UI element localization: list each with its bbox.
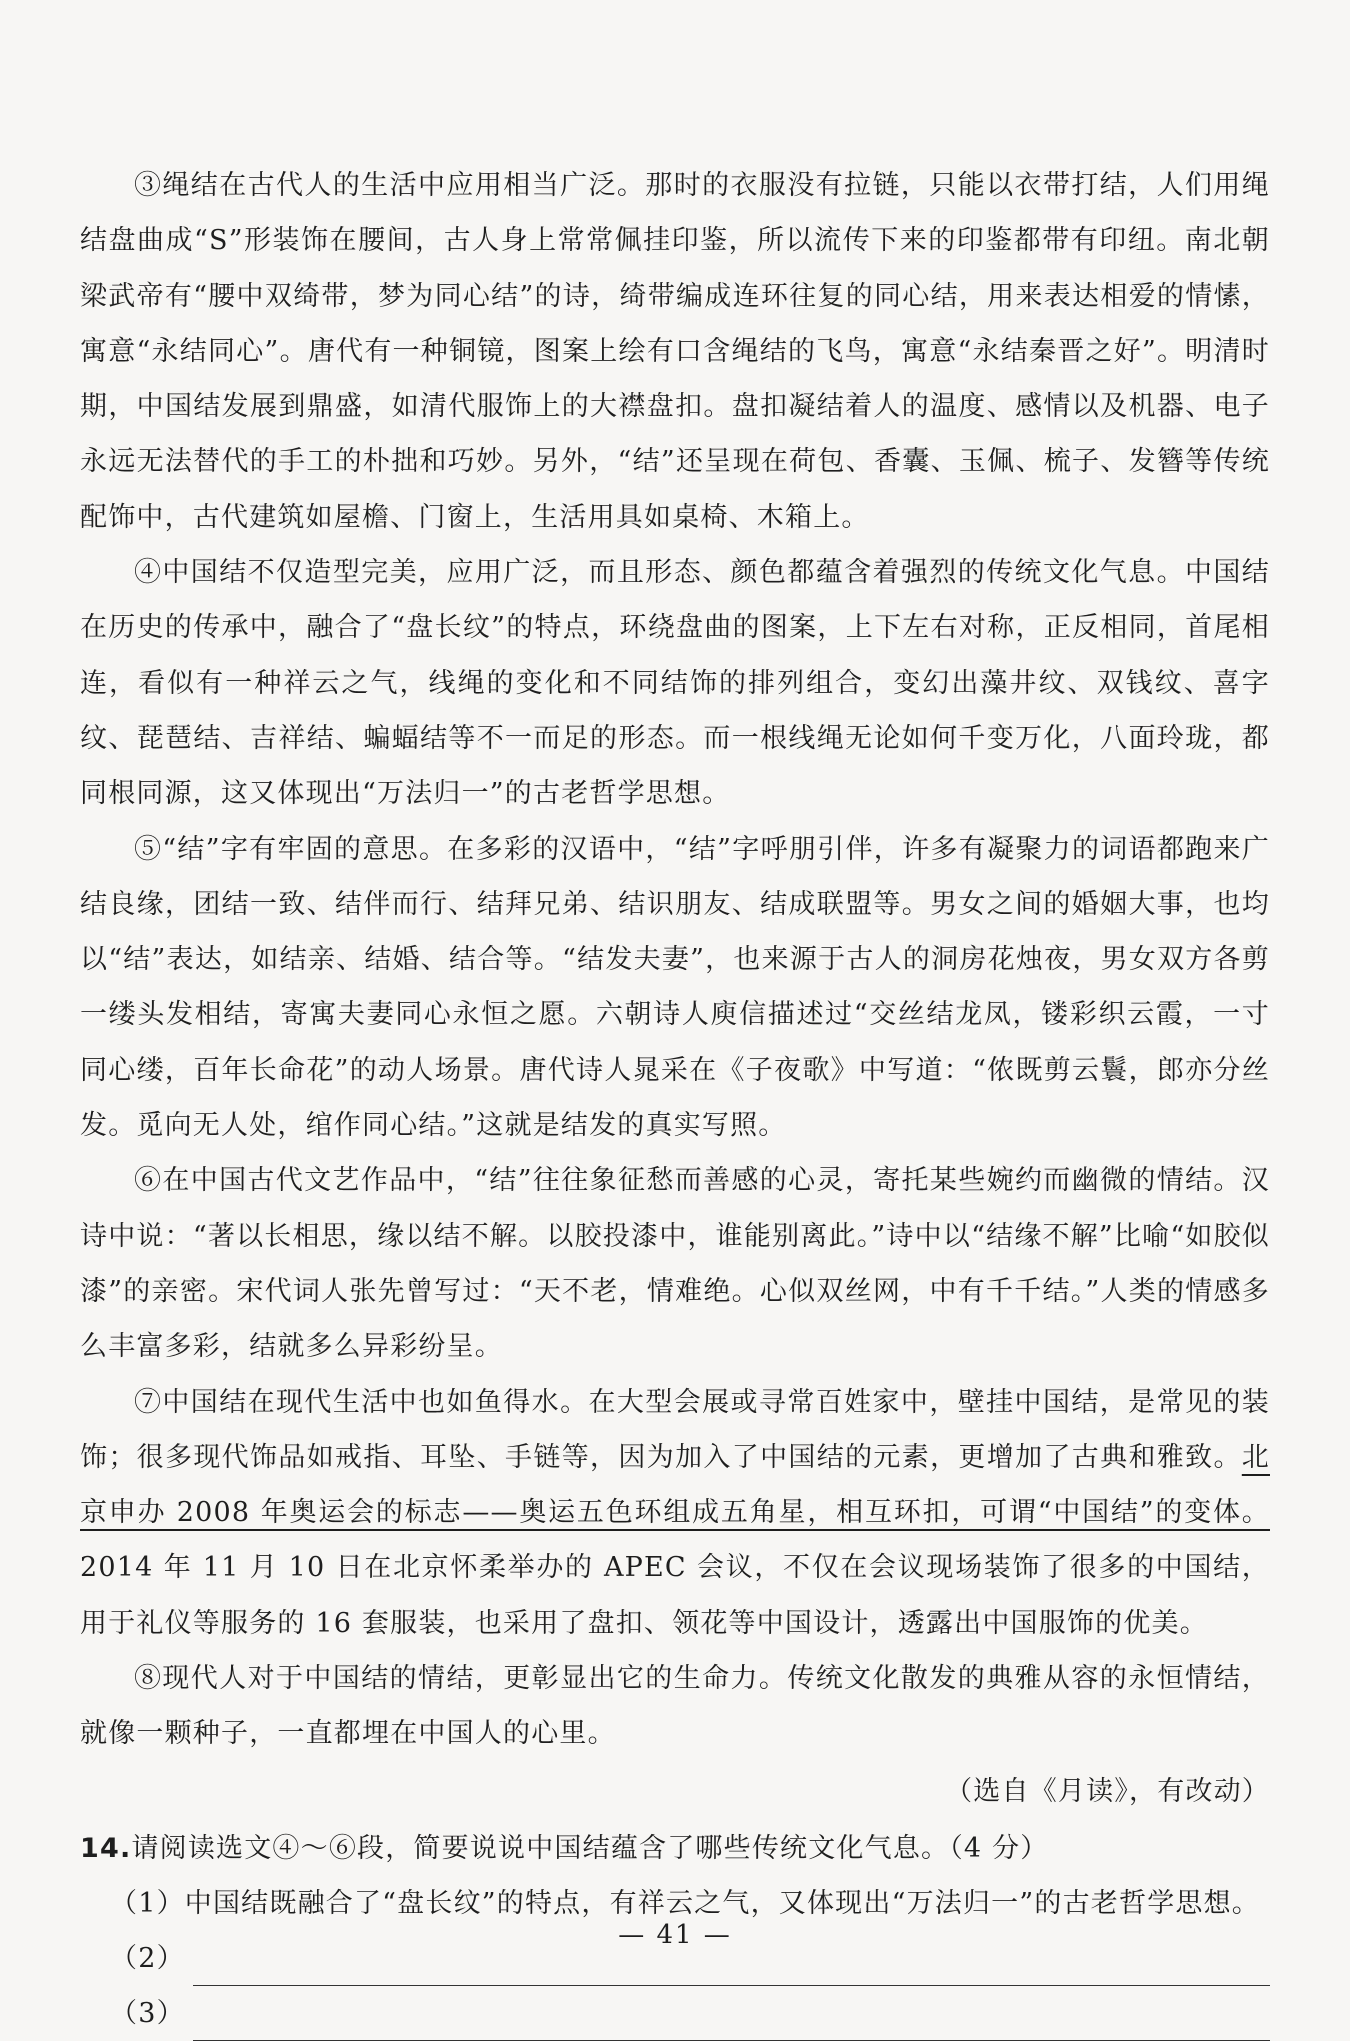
question-number: 14. (80, 1832, 132, 1864)
answer-1: （1）中国结既融合了“盘长纹”的特点，有祥云之气，又体现出“万法归一”的古老哲学思想。 (110, 1887, 1260, 1919)
answer-2-label: （2） (110, 1942, 185, 1974)
paragraph-4: ④中国结不仅造型完美，应用广泛，而且形态、颜色都蕴含着强烈的传统文化气息。中国结在历史的传承中，融合了“盘长纹”的特点，环绕盘曲的图案，上下左右对称，正反相同，首尾相连，看似有一种祥云之气，线绳的变化和不同结饰的排列组合，变幻出藻井纹、双钱纹、喜字纹、琵琶结、吉祥结、蝙蝠结等不一而足的形态。而一根线绳无论如何千变万化，八面玲珑，都同根同源，这又体现出“万法归一”的古老哲学思想。 (80, 557, 1270, 810)
article-body (80, 158, 1270, 2041)
source-citation: （选自《月读》，有改动） (945, 1775, 1270, 1807)
answer-3-label: （3） (110, 1997, 185, 2029)
question-text: 请阅读选文④～⑥段，简要说说中国结蕴含了哪些传统文化气息。（4 分） (131, 1832, 1049, 1864)
paragraph-7-intro: ⑦中国结在现代生活中也如鱼得水。在大型会展或寻常百姓家中，壁挂中国结，是常见的装饰；很多现代饰品如戒指、耳坠、手链等，因为加入了中国结的元素，更增加了古典和雅致。 (80, 1386, 1270, 1473)
paragraph-3: ③绳结在古代人的生活中应用相当广泛。那时的衣服没有拉链，只能以衣带打结，人们用绳结盘曲成“S”形装饰在腰间，古人身上常常佩挂印鉴，所以流传下来的印鉴都带有印纽。南北朝梁武帝有“腰中双绮带，梦为同心结”的诗，绮带编成连环往复的同心结，用来表达相爱的情愫，寓意“永结同心”。唐代有一种铜镜，图案上绘有口含绳结的飞鸟，寓意“永结秦晋之好”。明清时期，中国结发展到鼎盛，如清代服饰上的大襟盘扣。盘扣凝结着人的温度、感情以及机器、电子永远无法替代的手工的朴拙和巧妙。另外，“结”还呈现在荷包、香囊、玉佩、梳子、发簪等传统配饰中，古代建筑如屋檐、门窗上，生活用具如桌椅、木箱上。 (80, 170, 1270, 533)
question-14 (80, 1821, 1270, 1876)
paragraph-7-apec: 2014 年 11 月 10 日在北京怀柔举办的 APEC 会议，不仅在会议现场装饰了很多的中国结，用于礼仪等服务的 16 套服装，也采用了盘扣、领花等中国设计，透露出中国服饰的优美。 (80, 1552, 1270, 1639)
page-number: — 41 — (618, 1920, 732, 1950)
answer-3-row[interactable] (80, 1986, 1270, 2041)
paragraph-7 (80, 1375, 1270, 1651)
answer-3-blank[interactable] (193, 2000, 1270, 2041)
paragraph-8: ⑧现代人对于中国结的情结，更彰显出它的生命力。传统文化散发的典雅从容的永恒情结，就像一颗种子，一直都埋在中国人的心里。 (80, 1663, 1270, 1750)
paragraph-5: ⑤“结”字有牢固的意思。在多彩的汉语中，“结”字呼朋引伴，许多有凝聚力的词语都跑来广结良缘，团结一致、结伴而行、结拜兄弟、结识朋友、结成联盟等。男女之间的婚姻大事，也均以“结”表达，如结亲、结婚、结合等。“结发夫妻”，也来源于古人的洞房花烛夜，男女双方各剪一缕头发相结，寄寓夫妻同心永恒之愿。六朝诗人庾信描述过“交丝结龙凤，镂彩织云霞，一寸同心缕，百年长命花”的动人场景。唐代诗人晁采在《子夜歌》中写道：“侬既剪云鬟，郎亦分丝发。觅向无人处，绾作同心结。”这就是结发的真实写照。 (80, 833, 1270, 1142)
answer-2-blank[interactable] (193, 1945, 1270, 1986)
paragraph-7-underlined-sentence: 北京申办 2008 年奥运会的标志——奥运五色环组成五角星，相互环扣，可谓“中国结”的变体。 (80, 1441, 1270, 1529)
paragraph-6: ⑥在中国古代文艺作品中，“结”往往象征愁而善感的心灵，寄托某些婉约而幽微的情结。汉诗中说：“著以长相思，缘以结不解。以胶投漆中，谁能别离此。”诗中以“结缘不解”比喻“如胶似漆”的亲密。宋代词人张先曾写过：“天不老，情难绝。心似双丝网，中有千千结。”人类的情感多么丰富多彩，结就多么异彩纷呈。 (80, 1165, 1270, 1363)
